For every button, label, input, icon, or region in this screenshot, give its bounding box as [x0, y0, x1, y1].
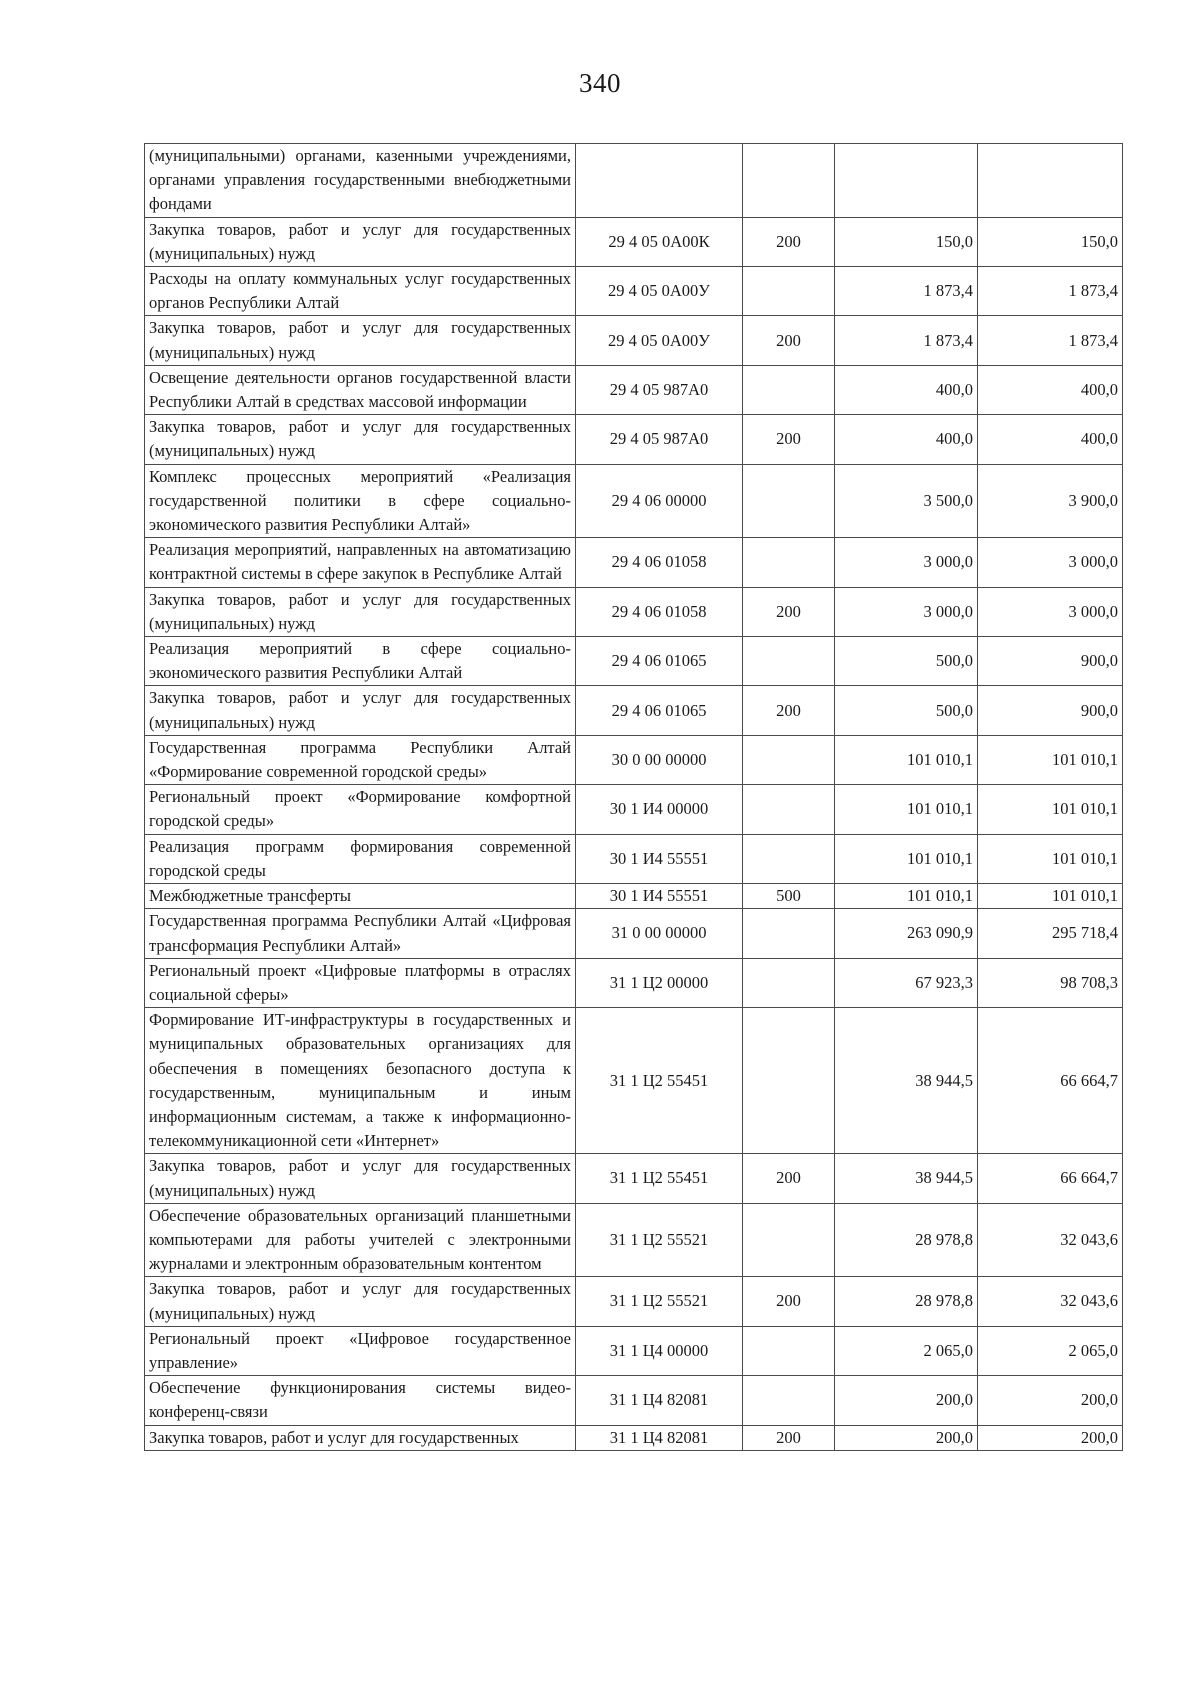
- table-row: [145, 1425, 1123, 1450]
- table-row: [145, 1154, 1123, 1203]
- target-code-cell: 29 4 05 0А00К: [576, 217, 743, 266]
- target-code-cell: 31 1 Ц4 82081: [576, 1376, 743, 1425]
- expense-name-cell: Региональный проект «Цифровые платформы в отраслях социальной сферы»: [145, 958, 576, 1007]
- amount-year-2-cell: 200,0: [978, 1425, 1123, 1450]
- target-code-cell: 30 1 И4 55551: [576, 884, 743, 909]
- amount-year-2-cell: 900,0: [978, 686, 1123, 735]
- amount-year-2-cell: 2 065,0: [978, 1326, 1123, 1375]
- expense-name-cell: (муниципальными) органами, казенными учреждениями, органами управления государственными внебюджетными фондами: [145, 144, 576, 218]
- expense-name-cell: Закупка товаров, работ и услуг для государственных: [145, 1425, 576, 1450]
- target-code-cell: 29 4 05 987А0: [576, 415, 743, 464]
- amount-year-2-cell: 66 664,7: [978, 1008, 1123, 1154]
- expense-type-cell: [743, 464, 835, 538]
- expense-type-cell: 200: [743, 1425, 835, 1450]
- amount-year-2-cell: 150,0: [978, 217, 1123, 266]
- table-row: [145, 587, 1123, 636]
- table-row: [145, 637, 1123, 686]
- budget-table-body: [145, 144, 1123, 1451]
- expense-type-cell: [743, 1008, 835, 1154]
- expense-type-cell: [743, 365, 835, 414]
- expense-name-cell: Закупка товаров, работ и услуг для государственных (муниципальных) нужд: [145, 217, 576, 266]
- target-code-cell: 31 0 00 00000: [576, 909, 743, 958]
- target-code-cell: 30 1 И4 00000: [576, 785, 743, 834]
- amount-year-2-cell: 900,0: [978, 637, 1123, 686]
- target-code-cell: 29 4 05 0А00У: [576, 316, 743, 365]
- amount-year-1-cell: 38 944,5: [835, 1154, 978, 1203]
- expense-type-cell: 200: [743, 1277, 835, 1326]
- amount-year-2-cell: 400,0: [978, 365, 1123, 414]
- target-code-cell: 29 4 05 0А00У: [576, 267, 743, 316]
- expense-name-cell: Реализация мероприятий в сфере социально-экономического развития Республики Алтай: [145, 637, 576, 686]
- target-code-cell: 29 4 06 00000: [576, 464, 743, 538]
- target-code-cell: 31 1 Ц2 55521: [576, 1203, 743, 1277]
- expense-type-cell: 500: [743, 884, 835, 909]
- amount-year-1-cell: 101 010,1: [835, 735, 978, 784]
- amount-year-2-cell: 1 873,4: [978, 267, 1123, 316]
- amount-year-1-cell: 500,0: [835, 686, 978, 735]
- expense-type-cell: 200: [743, 587, 835, 636]
- amount-year-1-cell: 38 944,5: [835, 1008, 978, 1154]
- expense-name-cell: Закупка товаров, работ и услуг для государственных (муниципальных) нужд: [145, 1154, 576, 1203]
- amount-year-1-cell: 28 978,8: [835, 1277, 978, 1326]
- expense-type-cell: [743, 909, 835, 958]
- table-row: [145, 735, 1123, 784]
- expense-type-cell: [743, 735, 835, 784]
- expense-name-cell: Закупка товаров, работ и услуг для государственных (муниципальных) нужд: [145, 1277, 576, 1326]
- amount-year-1-cell: [835, 144, 978, 218]
- amount-year-1-cell: 1 873,4: [835, 316, 978, 365]
- amount-year-2-cell: 32 043,6: [978, 1277, 1123, 1326]
- amount-year-2-cell: 98 708,3: [978, 958, 1123, 1007]
- table-row: [145, 1203, 1123, 1277]
- table-row: [145, 1376, 1123, 1425]
- expense-type-cell: [743, 1376, 835, 1425]
- table-row: [145, 884, 1123, 909]
- target-code-cell: 31 1 Ц2 00000: [576, 958, 743, 1007]
- amount-year-2-cell: 400,0: [978, 415, 1123, 464]
- amount-year-1-cell: 3 000,0: [835, 587, 978, 636]
- target-code-cell: 30 0 00 00000: [576, 735, 743, 784]
- amount-year-2-cell: 295 718,4: [978, 909, 1123, 958]
- amount-year-1-cell: 400,0: [835, 365, 978, 414]
- amount-year-2-cell: 101 010,1: [978, 785, 1123, 834]
- expense-name-cell: Обеспечение функционирования системы видео-конференц-связи: [145, 1376, 576, 1425]
- table-row: [145, 464, 1123, 538]
- amount-year-2-cell: 1 873,4: [978, 316, 1123, 365]
- target-code-cell: [576, 144, 743, 218]
- expense-type-cell: [743, 637, 835, 686]
- amount-year-1-cell: 28 978,8: [835, 1203, 978, 1277]
- amount-year-2-cell: 200,0: [978, 1376, 1123, 1425]
- target-code-cell: 29 4 05 987А0: [576, 365, 743, 414]
- amount-year-2-cell: 66 664,7: [978, 1154, 1123, 1203]
- expense-name-cell: Комплекс процессных мероприятий «Реализация государственной политики в сфере социально-экономического развития Республики Алтай»: [145, 464, 576, 538]
- expense-name-cell: Закупка товаров, работ и услуг для государственных (муниципальных) нужд: [145, 415, 576, 464]
- expense-name-cell: Закупка товаров, работ и услуг для государственных (муниципальных) нужд: [145, 587, 576, 636]
- table-row: [145, 538, 1123, 587]
- amount-year-2-cell: [978, 144, 1123, 218]
- amount-year-1-cell: 400,0: [835, 415, 978, 464]
- expense-type-cell: 200: [743, 316, 835, 365]
- table-row: [145, 958, 1123, 1007]
- target-code-cell: 31 1 Ц4 00000: [576, 1326, 743, 1375]
- expense-type-cell: 200: [743, 686, 835, 735]
- amount-year-1-cell: 1 873,4: [835, 267, 978, 316]
- target-code-cell: 31 1 Ц2 55451: [576, 1008, 743, 1154]
- table-row: [145, 1326, 1123, 1375]
- expense-type-cell: 200: [743, 217, 835, 266]
- table-row: [145, 834, 1123, 883]
- table-row: [145, 144, 1123, 218]
- expense-name-cell: Закупка товаров, работ и услуг для государственных (муниципальных) нужд: [145, 686, 576, 735]
- table-row: [145, 785, 1123, 834]
- target-code-cell: 30 1 И4 55551: [576, 834, 743, 883]
- amount-year-2-cell: 101 010,1: [978, 884, 1123, 909]
- expense-name-cell: Обеспечение образовательных организаций планшетными компьютерами для работы учителей с электронными журналами и электронным образовательным контентом: [145, 1203, 576, 1277]
- expense-type-cell: 200: [743, 1154, 835, 1203]
- amount-year-2-cell: 101 010,1: [978, 735, 1123, 784]
- expense-name-cell: Реализация программ формирования современной городской среды: [145, 834, 576, 883]
- amount-year-1-cell: 101 010,1: [835, 884, 978, 909]
- amount-year-1-cell: 2 065,0: [835, 1326, 978, 1375]
- expense-type-cell: [743, 834, 835, 883]
- expense-name-cell: Формирование ИТ-инфраструктуры в государственных и муниципальных образовательных организациях для обеспечения в помещениях безопасного доступа к государственным, муниципальным и иным информационным системам, а также к информационно-телекоммуникационной сети «Интернет»: [145, 1008, 576, 1154]
- amount-year-1-cell: 67 923,3: [835, 958, 978, 1007]
- table-row: [145, 267, 1123, 316]
- expense-type-cell: [743, 144, 835, 218]
- table-row: [145, 217, 1123, 266]
- expense-name-cell: Межбюджетные трансферты: [145, 884, 576, 909]
- amount-year-1-cell: 101 010,1: [835, 785, 978, 834]
- table-row: [145, 415, 1123, 464]
- expense-type-cell: [743, 1326, 835, 1375]
- amount-year-1-cell: 3 000,0: [835, 538, 978, 587]
- expense-name-cell: Расходы на оплату коммунальных услуг государственных органов Республики Алтай: [145, 267, 576, 316]
- expense-type-cell: [743, 267, 835, 316]
- amount-year-2-cell: 3 000,0: [978, 587, 1123, 636]
- table-row: [145, 909, 1123, 958]
- expense-name-cell: Освещение деятельности органов государственной власти Республики Алтай в средствах массовой информации: [145, 365, 576, 414]
- table-row: [145, 1277, 1123, 1326]
- amount-year-2-cell: 101 010,1: [978, 834, 1123, 883]
- expense-type-cell: [743, 1203, 835, 1277]
- target-code-cell: 29 4 06 01065: [576, 637, 743, 686]
- target-code-cell: 31 1 Ц4 82081: [576, 1425, 743, 1450]
- table-row: [145, 1008, 1123, 1154]
- amount-year-1-cell: 263 090,9: [835, 909, 978, 958]
- expense-name-cell: Реализация мероприятий, направленных на автоматизацию контрактной системы в сфере закупок в Республике Алтай: [145, 538, 576, 587]
- expense-type-cell: 200: [743, 415, 835, 464]
- table-row: [145, 686, 1123, 735]
- target-code-cell: 31 1 Ц2 55521: [576, 1277, 743, 1326]
- page-number: 340: [579, 68, 621, 98]
- expense-name-cell: Государственная программа Республики Алтай «Цифровая трансформация Республики Алтай»: [145, 909, 576, 958]
- amount-year-1-cell: 3 500,0: [835, 464, 978, 538]
- amount-year-1-cell: 200,0: [835, 1425, 978, 1450]
- expense-name-cell: Региональный проект «Формирование комфортной городской среды»: [145, 785, 576, 834]
- amount-year-2-cell: 3 900,0: [978, 464, 1123, 538]
- expense-name-cell: Региональный проект «Цифровое государственное управление»: [145, 1326, 576, 1375]
- amount-year-1-cell: 101 010,1: [835, 834, 978, 883]
- expense-type-cell: [743, 958, 835, 1007]
- target-code-cell: 29 4 06 01058: [576, 587, 743, 636]
- expense-name-cell: Закупка товаров, работ и услуг для государственных (муниципальных) нужд: [145, 316, 576, 365]
- amount-year-1-cell: 200,0: [835, 1376, 978, 1425]
- amount-year-1-cell: 500,0: [835, 637, 978, 686]
- table-row: [145, 316, 1123, 365]
- target-code-cell: 29 4 06 01058: [576, 538, 743, 587]
- budget-table: [144, 143, 1123, 1451]
- amount-year-1-cell: 150,0: [835, 217, 978, 266]
- target-code-cell: 29 4 06 01065: [576, 686, 743, 735]
- expense-type-cell: [743, 538, 835, 587]
- amount-year-2-cell: 32 043,6: [978, 1203, 1123, 1277]
- target-code-cell: 31 1 Ц2 55451: [576, 1154, 743, 1203]
- expense-name-cell: Государственная программа Республики Алтай «Формирование современной городской среды»: [145, 735, 576, 784]
- expense-type-cell: [743, 785, 835, 834]
- table-row: [145, 365, 1123, 414]
- amount-year-2-cell: 3 000,0: [978, 538, 1123, 587]
